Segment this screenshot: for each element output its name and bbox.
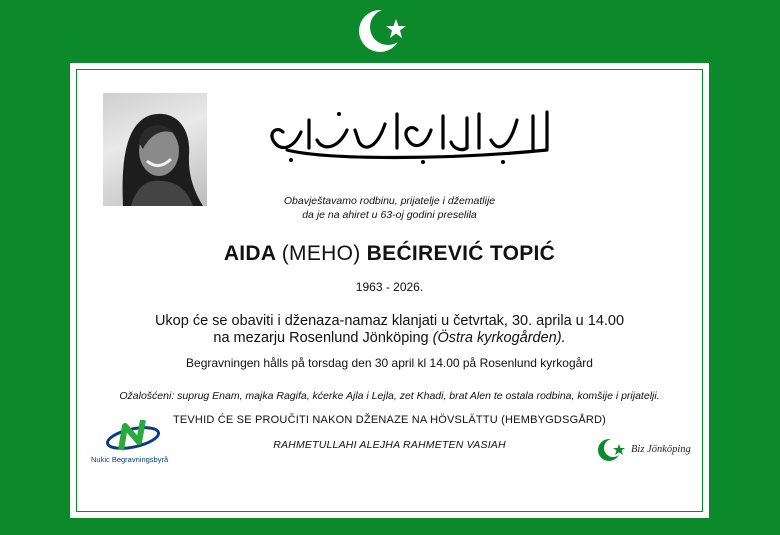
burial-line-1: Ukop će se obaviti i dženaza-namaz klanjati u četvrtak, 30. aprila u 14.00	[154, 313, 625, 329]
tevhid-notice: TEVHID ĆE SE PROUČITI NAKON DŽENAZE NA HÖVSLÄTTU (HEMBYGDSGÅRD)	[172, 414, 607, 426]
swedish-burial-line: Begravningen hålls på torsdag den 30 april kl 14.00 på Rosenlund kyrkogård	[186, 356, 593, 370]
nickname: (MEHO)	[281, 242, 361, 265]
first-name: AIDA	[223, 242, 276, 265]
burial-place-swedish: (Östra kyrkogården).	[432, 330, 566, 346]
card-inner-border	[76, 69, 703, 512]
crescent-star-emblem-icon	[355, 4, 415, 56]
nukic-logo-label: Nukic Begravningsbyrå	[91, 455, 169, 464]
life-years: 1963 - 2026.	[355, 280, 424, 294]
obituary-card	[70, 63, 709, 518]
burial-place: na mezarju Rosenlund Jönköping	[213, 330, 433, 346]
biz-jonkoping-label: Biz Jönköping	[631, 444, 691, 455]
rahmet-prayer: RAHMETULLAHI ALEJHA RAHMETEN VASIAH	[273, 439, 506, 451]
portrait-photo	[103, 93, 207, 206]
intro-line-2: da je na ahiret u 63-oj godini preselila	[302, 209, 477, 221]
intro-line-1: Obavještavamo rodbinu, prijatelje i džematlije	[283, 195, 496, 207]
arabic-calligraphy-icon	[247, 90, 577, 180]
burial-line-2	[77, 330, 702, 347]
mourners-list: Ožalošćeni: suprug Enam, majka Ragifa, kćerke Ajla i Lejla, zet Khadi, brat Alen te ostala rodbina, komšije i prijatelji.	[119, 390, 660, 402]
intro-text	[77, 194, 702, 222]
burial-info	[77, 313, 702, 347]
deceased-name	[77, 242, 702, 266]
last-name: BEĆIREVIĆ TOPIĆ	[366, 242, 556, 265]
